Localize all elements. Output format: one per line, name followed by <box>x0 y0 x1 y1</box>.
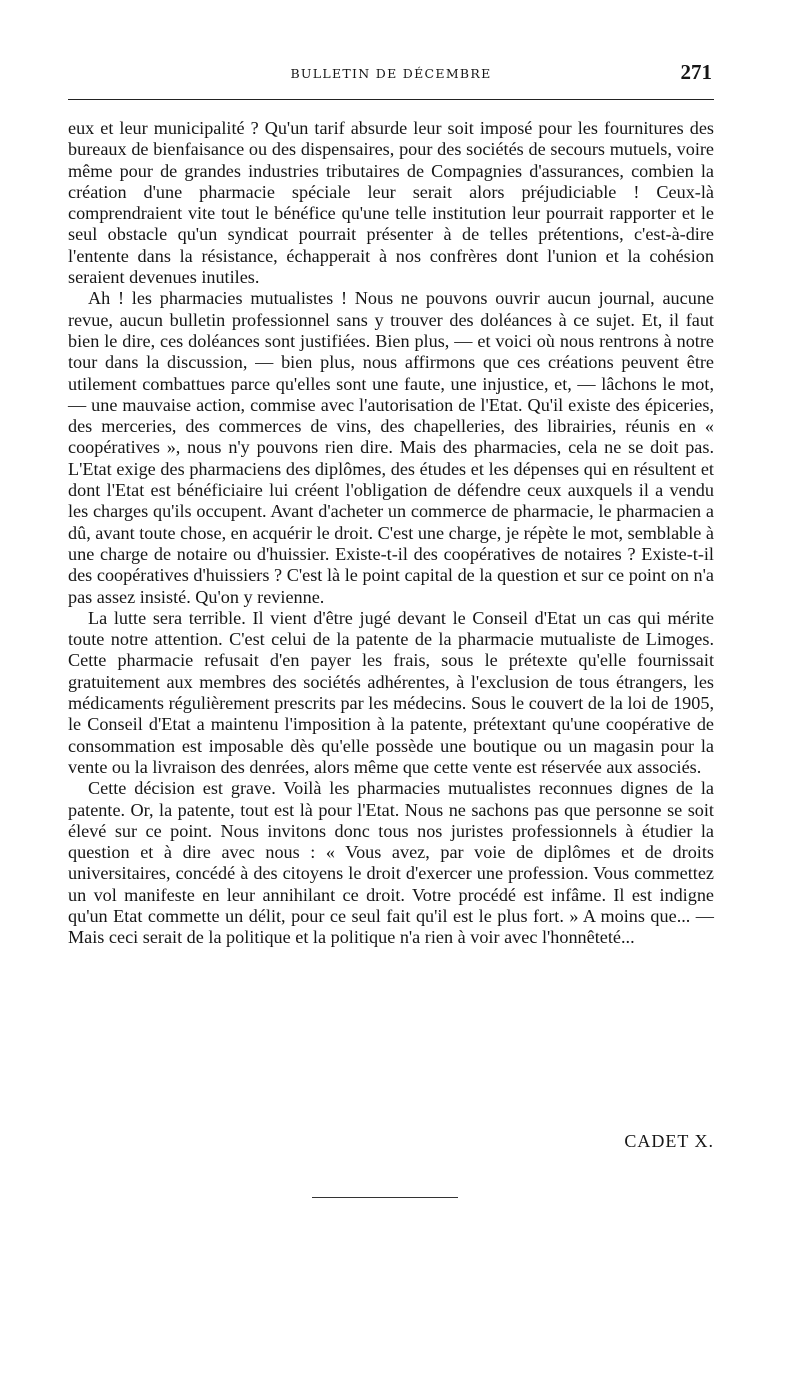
paragraph-decision-grave: Cette décision est grave. Voilà les pharmacies mutualistes reconnues dignes de la patente. Or, la patente, tout est là pour l'Etat. Nous ne sachons pas que personne se soit élevé sur ce point. Nous invitons donc tous nos juristes professionnels à étudier la question et à dire avec nous : « Vous avez, par voie de diplômes et de droits universitaires, concédé à des citoyens le droit d'exercer une profession. Vous commettez un vol manifeste en leur annihilant ce droit. Votre procédé est infâme. Il est indigne qu'un Etat commette un délit, pour ce seul fait qu'il est le plus fort. » A moins que... — Mais ceci serait de la politique et la politique n'a rien à voir avec l'honnêteté... <box>68 778 714 948</box>
author-signature: CADET X. <box>624 1131 714 1151</box>
paragraph-pharmacies-mutualistes: Ah ! les pharmacies mutualistes ! Nous ne pouvons ouvrir aucun journal, aucune revue, aucun bulletin professionnel sans y trouver des doléances à ce sujet. Et, il faut bien le dire, ces doléances sont justifiées. Bien plus, — et voici où nous rentrons à notre tour dans la discussion, — bien plus, nous affirmons que ces créations peuvent être utilement combattues parce qu'elles sont une faute, une injustice, et, — lâchons le mot, — une mauvaise action, commise avec l'autorisation de l'Etat. Qu'il existe des épiceries, des merceries, des commerces de vins, des chapelleries, des librairies, réunis en « coopératives », nous n'y pouvons rien dire. Mais des pharmacies, cela ne se doit pas. L'Etat exige des pharmaciens des diplômes, des études et les dépenses qui en résultent et dont l'Etat est bénéficiaire lui créent l'obligation de défendre ceux auxquels il a vendu les charges qu'ils occupent. Avant d'acheter un commerce de pharmacie, le pharmacien a dû, avant toute chose, en acquérir le droit. C'est une charge, je répète le mot, semblable à une charge de notaire ou d'huissier. Existe-t-il des coopératives de notaires ? Existe-t-il des coopératives d'huissiers ? C'est là le point capital de la question et sur ce point on n'a pas assez insisté. Qu'on y revienne. <box>68 288 714 607</box>
page-number: 271 <box>680 60 712 84</box>
paragraph-continuation: eux et leur municipalité ? Qu'un tarif absurde leur soit imposé pour les fournitures des bureaux de bienfaisance ou des dispensaires, pour des sociétés de secours mutuels, voire même pour de grandes industries tributaires de Compagnies d'assurances, combien la création d'une pharmacie spéciale leur serait alors préjudiciable ! Ceux-là comprendraient vite tout le bénéfice qu'une telle institution leur pourrait rapporter et le seul obstacle qu'un syndicat pourrait présenter à de telles prétentions, c'est-à-dire l'entente dans la résistance, échapperait à nos confrères dont l'union et la cohésion seraient devenues inutiles. <box>68 118 714 288</box>
running-header <box>68 60 714 90</box>
end-rule <box>312 1197 458 1198</box>
article-body <box>68 118 714 949</box>
paragraph-lutte-terrible: La lutte sera terrible. Il vient d'être jugé devant le Conseil d'Etat un cas qui mérite toute notre attention. C'est celui de la patente de la pharmacie mutualiste de Limoges. Cette pharmacie refusait d'en payer les frais, sous le prétexte qu'elle fournissait gratuitement aux membres des sociétés adhérentes, à l'exclusion de tous étrangers, les médicaments régulièrement prescrits par les médecins. Sous le couvert de la loi de 1905, le Conseil d'Etat a maintenu l'imposition à la patente, prétextant qu'une coopérative de consommation est imposable dès qu'elle possède une boutique ou un magasin pour la vente ou la livraison des denrées, alors même que cette vente est réservée aux associés. <box>68 607 714 777</box>
header-rule <box>68 99 714 100</box>
running-title: BULLETIN DE DÉCEMBRE <box>290 66 492 81</box>
